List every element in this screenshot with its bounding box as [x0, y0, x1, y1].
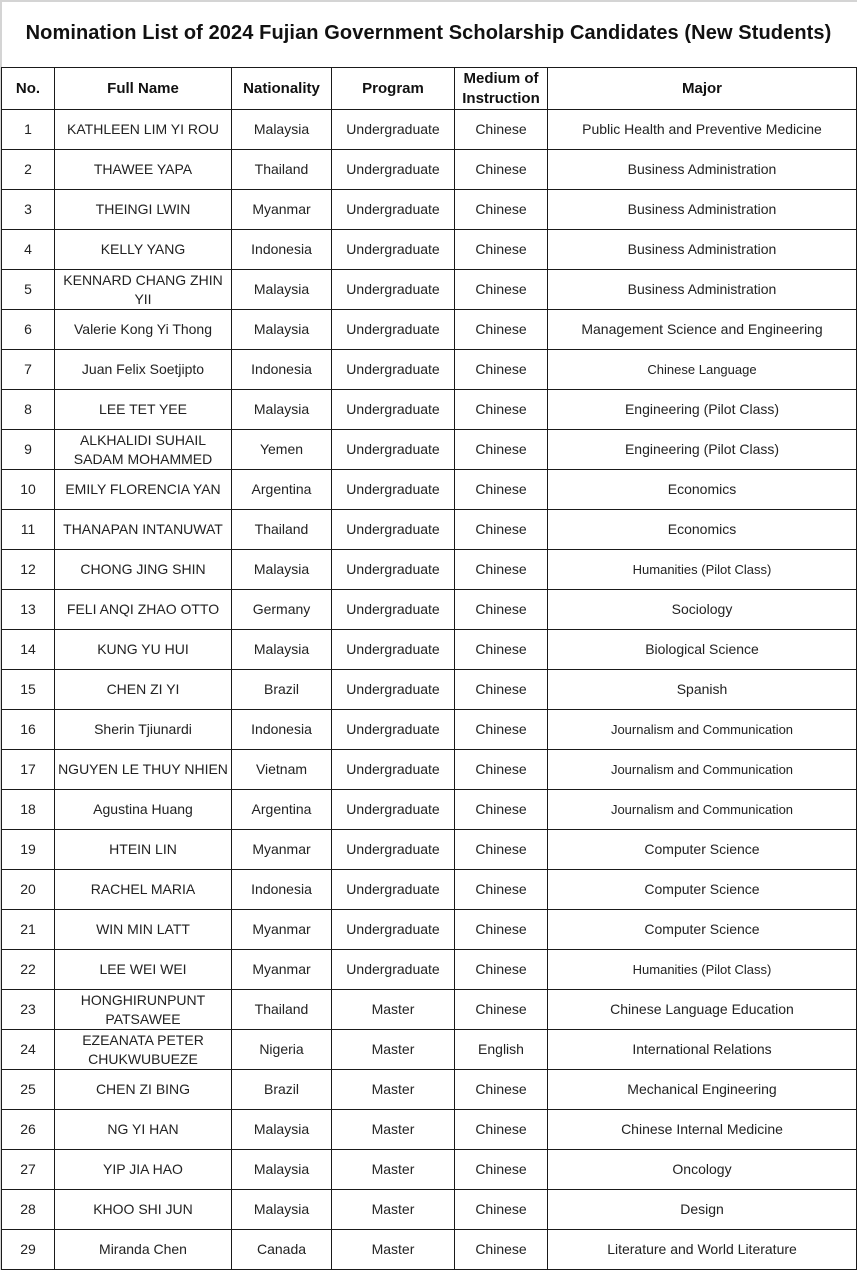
table-row [2, 910, 857, 950]
cell-full-name: Juan Felix Soetjipto [55, 350, 232, 390]
cell-nationality: Thailand [232, 990, 332, 1030]
cell-program: Master [332, 1110, 455, 1150]
cell-full-name: EMILY FLORENCIA YAN [55, 470, 232, 510]
cell-program: Undergraduate [332, 190, 455, 230]
cell-nationality: Argentina [232, 790, 332, 830]
header-major: Major [548, 68, 857, 110]
table-row [2, 870, 857, 910]
cell-major: Journalism and Communication [548, 790, 857, 830]
cell-nationality: Malaysia [232, 310, 332, 350]
cell-no: 13 [2, 590, 55, 630]
cell-major: Chinese Internal Medicine [548, 1110, 857, 1150]
cell-full-name: HTEIN LIN [55, 830, 232, 870]
table-row [2, 670, 857, 710]
cell-medium: Chinese [455, 270, 548, 310]
table-row [2, 630, 857, 670]
cell-nationality: Indonesia [232, 230, 332, 270]
cell-program: Undergraduate [332, 950, 455, 990]
cell-major: Journalism and Communication [548, 710, 857, 750]
cell-medium: Chinese [455, 670, 548, 710]
cell-program: Master [332, 1230, 455, 1270]
nomination-table [1, 67, 857, 1270]
cell-no: 29 [2, 1230, 55, 1270]
table-row [2, 430, 857, 470]
cell-no: 14 [2, 630, 55, 670]
cell-major: Computer Science [548, 910, 857, 950]
cell-no: 21 [2, 910, 55, 950]
cell-program: Undergraduate [332, 590, 455, 630]
cell-major: Oncology [548, 1150, 857, 1190]
table-row [2, 1230, 857, 1270]
cell-medium: Chinese [455, 1110, 548, 1150]
cell-major: Biological Science [548, 630, 857, 670]
cell-program: Undergraduate [332, 110, 455, 150]
cell-no: 27 [2, 1150, 55, 1190]
cell-program: Master [332, 1070, 455, 1110]
cell-program: Undergraduate [332, 830, 455, 870]
cell-full-name: HONGHIRUNPUNT PATSAWEE [55, 990, 232, 1030]
cell-program: Undergraduate [332, 270, 455, 310]
table-row [2, 310, 857, 350]
cell-program: Undergraduate [332, 670, 455, 710]
cell-no: 7 [2, 350, 55, 390]
table-row [2, 790, 857, 830]
cell-major: Business Administration [548, 270, 857, 310]
cell-program: Undergraduate [332, 910, 455, 950]
cell-no: 24 [2, 1030, 55, 1070]
cell-nationality: Indonesia [232, 350, 332, 390]
table-row [2, 990, 857, 1030]
cell-program: Undergraduate [332, 310, 455, 350]
cell-program: Undergraduate [332, 710, 455, 750]
table-row [2, 830, 857, 870]
cell-no: 16 [2, 710, 55, 750]
cell-nationality: Malaysia [232, 1190, 332, 1230]
cell-medium: Chinese [455, 910, 548, 950]
cell-medium: Chinese [455, 830, 548, 870]
cell-no: 9 [2, 430, 55, 470]
cell-medium: Chinese [455, 870, 548, 910]
table-row [2, 110, 857, 150]
table-row [2, 1070, 857, 1110]
cell-full-name: Miranda Chen [55, 1230, 232, 1270]
cell-nationality: Brazil [232, 670, 332, 710]
cell-full-name: ALKHALIDI SUHAIL SADAM MOHAMMED [55, 430, 232, 470]
table-row [2, 470, 857, 510]
table-row [2, 550, 857, 590]
cell-program: Undergraduate [332, 750, 455, 790]
cell-medium: Chinese [455, 390, 548, 430]
cell-major: Computer Science [548, 830, 857, 870]
cell-nationality: Myanmar [232, 190, 332, 230]
cell-major: Journalism and Communication [548, 750, 857, 790]
cell-no: 20 [2, 870, 55, 910]
cell-full-name: LEE WEI WEI [55, 950, 232, 990]
cell-program: Undergraduate [332, 430, 455, 470]
document-title: Nomination List of 2024 Fujian Government Scholarship Candidates (New Students) [25, 22, 832, 44]
cell-no: 18 [2, 790, 55, 830]
cell-full-name: FELI ANQI ZHAO OTTO [55, 590, 232, 630]
cell-full-name: Sherin Tjiunardi [55, 710, 232, 750]
table-row [2, 190, 857, 230]
cell-medium: Chinese [455, 630, 548, 670]
cell-no: 1 [2, 110, 55, 150]
cell-nationality: Vietnam [232, 750, 332, 790]
cell-major: Design [548, 1190, 857, 1230]
cell-medium: Chinese [455, 590, 548, 630]
table-row [2, 1110, 857, 1150]
cell-medium: Chinese [455, 190, 548, 230]
cell-major: Mechanical Engineering [548, 1070, 857, 1110]
cell-program: Undergraduate [332, 470, 455, 510]
cell-nationality: Germany [232, 590, 332, 630]
cell-nationality: Malaysia [232, 270, 332, 310]
cell-medium: Chinese [455, 150, 548, 190]
cell-program: Undergraduate [332, 150, 455, 190]
cell-no: 11 [2, 510, 55, 550]
cell-full-name: KUNG YU HUI [55, 630, 232, 670]
cell-medium: Chinese [455, 1150, 548, 1190]
table-row [2, 950, 857, 990]
cell-full-name: Valerie Kong Yi Thong [55, 310, 232, 350]
cell-nationality: Myanmar [232, 830, 332, 870]
cell-no: 19 [2, 830, 55, 870]
cell-full-name: LEE TET YEE [55, 390, 232, 430]
table-row [2, 1190, 857, 1230]
cell-program: Undergraduate [332, 790, 455, 830]
cell-program: Master [332, 1190, 455, 1230]
cell-full-name: KHOO SHI JUN [55, 1190, 232, 1230]
cell-major: Chinese Language Education [548, 990, 857, 1030]
cell-medium: Chinese [455, 790, 548, 830]
table-row [2, 150, 857, 190]
cell-medium: Chinese [455, 1230, 548, 1270]
cell-nationality: Yemen [232, 430, 332, 470]
cell-full-name: EZEANATA PETER CHUKWUBUEZE [55, 1030, 232, 1070]
cell-no: 25 [2, 1070, 55, 1110]
cell-medium: Chinese [455, 750, 548, 790]
cell-no: 15 [2, 670, 55, 710]
cell-no: 28 [2, 1190, 55, 1230]
cell-no: 8 [2, 390, 55, 430]
table-row [2, 510, 857, 550]
cell-medium: Chinese [455, 550, 548, 590]
cell-nationality: Brazil [232, 1070, 332, 1110]
cell-medium: Chinese [455, 1070, 548, 1110]
header-nationality: Nationality [232, 68, 332, 110]
cell-no: 3 [2, 190, 55, 230]
cell-medium: Chinese [455, 350, 548, 390]
table-row [2, 390, 857, 430]
cell-full-name: Agustina Huang [55, 790, 232, 830]
cell-program: Undergraduate [332, 390, 455, 430]
cell-nationality: Malaysia [232, 390, 332, 430]
cell-nationality: Malaysia [232, 110, 332, 150]
cell-full-name: CHONG JING SHIN [55, 550, 232, 590]
cell-program: Master [332, 1150, 455, 1190]
cell-full-name: WIN MIN LATT [55, 910, 232, 950]
cell-no: 12 [2, 550, 55, 590]
cell-no: 6 [2, 310, 55, 350]
cell-medium: Chinese [455, 1190, 548, 1230]
cell-no: 17 [2, 750, 55, 790]
cell-medium: Chinese [455, 430, 548, 470]
cell-major: Humanities (Pilot Class) [548, 950, 857, 990]
table-row [2, 270, 857, 310]
cell-major: Economics [548, 510, 857, 550]
table-row [2, 750, 857, 790]
table-row [2, 590, 857, 630]
cell-medium: Chinese [455, 510, 548, 550]
cell-full-name: RACHEL MARIA [55, 870, 232, 910]
cell-medium: Chinese [455, 950, 548, 990]
cell-nationality: Malaysia [232, 1150, 332, 1190]
cell-major: Economics [548, 470, 857, 510]
cell-no: 23 [2, 990, 55, 1030]
cell-program: Undergraduate [332, 350, 455, 390]
cell-full-name: THAWEE YAPA [55, 150, 232, 190]
cell-major: Humanities (Pilot Class) [548, 550, 857, 590]
cell-program: Master [332, 1030, 455, 1070]
cell-medium: Chinese [455, 470, 548, 510]
table-body [2, 110, 857, 1270]
table-row [2, 1030, 857, 1070]
cell-full-name: YIP JIA HAO [55, 1150, 232, 1190]
cell-full-name: CHEN ZI BING [55, 1070, 232, 1110]
table-row [2, 710, 857, 750]
header-no: No. [2, 68, 55, 110]
cell-full-name: THANAPAN INTANUWAT [55, 510, 232, 550]
cell-program: Undergraduate [332, 630, 455, 670]
cell-major: Management Science and Engineering [548, 310, 857, 350]
cell-major: Engineering (Pilot Class) [548, 390, 857, 430]
cell-major: Business Administration [548, 190, 857, 230]
cell-nationality: Malaysia [232, 1110, 332, 1150]
header-row [2, 68, 857, 110]
cell-no: 10 [2, 470, 55, 510]
cell-no: 26 [2, 1110, 55, 1150]
cell-medium: Chinese [455, 230, 548, 270]
cell-program: Master [332, 990, 455, 1030]
table-row [2, 350, 857, 390]
cell-major: Literature and World Literature [548, 1230, 857, 1270]
cell-no: 22 [2, 950, 55, 990]
cell-program: Undergraduate [332, 230, 455, 270]
cell-major: Engineering (Pilot Class) [548, 430, 857, 470]
cell-no: 2 [2, 150, 55, 190]
cell-major: Public Health and Preventive Medicine [548, 110, 857, 150]
cell-program: Undergraduate [332, 870, 455, 910]
cell-full-name: KATHLEEN LIM YI ROU [55, 110, 232, 150]
cell-major: Business Administration [548, 230, 857, 270]
cell-full-name: CHEN ZI YI [55, 670, 232, 710]
cell-full-name: NGUYEN LE THUY NHIEN [55, 750, 232, 790]
cell-major: Spanish [548, 670, 857, 710]
cell-program: Undergraduate [332, 510, 455, 550]
cell-major: International Relations [548, 1030, 857, 1070]
cell-nationality: Myanmar [232, 910, 332, 950]
table-row [2, 230, 857, 270]
cell-nationality: Myanmar [232, 950, 332, 990]
cell-full-name: NG YI HAN [55, 1110, 232, 1150]
table-row [2, 1150, 857, 1190]
cell-medium: English [455, 1030, 548, 1070]
cell-medium: Chinese [455, 710, 548, 750]
cell-full-name: KENNARD CHANG ZHIN YII [55, 270, 232, 310]
cell-no: 5 [2, 270, 55, 310]
cell-nationality: Indonesia [232, 710, 332, 750]
cell-program: Undergraduate [332, 550, 455, 590]
header-program: Program [332, 68, 455, 110]
cell-nationality: Malaysia [232, 630, 332, 670]
cell-medium: Chinese [455, 310, 548, 350]
header-medium-of-instruction: Medium of Instruction [455, 68, 548, 110]
cell-nationality: Thailand [232, 150, 332, 190]
cell-full-name: KELLY YANG [55, 230, 232, 270]
cell-no: 4 [2, 230, 55, 270]
cell-nationality: Nigeria [232, 1030, 332, 1070]
cell-major: Chinese Language [548, 350, 857, 390]
cell-nationality: Malaysia [232, 550, 332, 590]
cell-major: Business Administration [548, 150, 857, 190]
cell-nationality: Indonesia [232, 870, 332, 910]
cell-major: Sociology [548, 590, 857, 630]
header-full-name: Full Name [55, 68, 232, 110]
cell-full-name: THEINGI LWIN [55, 190, 232, 230]
cell-nationality: Canada [232, 1230, 332, 1270]
cell-medium: Chinese [455, 110, 548, 150]
cell-major: Computer Science [548, 870, 857, 910]
cell-medium: Chinese [455, 990, 548, 1030]
cell-nationality: Thailand [232, 510, 332, 550]
cell-nationality: Argentina [232, 470, 332, 510]
